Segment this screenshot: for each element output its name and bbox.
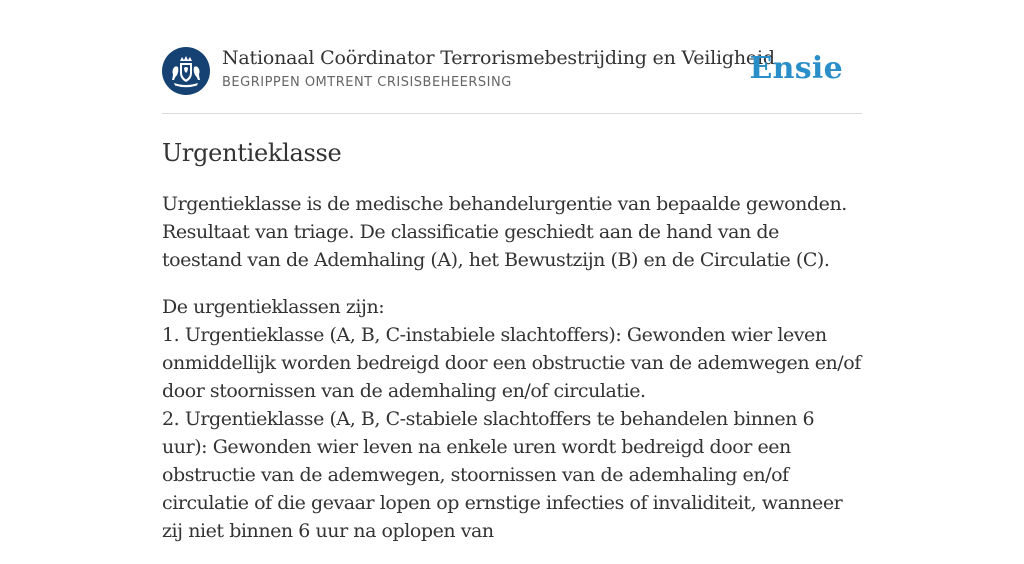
list-intro: De urgentieklassen zijn: [162,296,385,318]
list-item: 1. Urgentieklasse (A, B, C-instabiele slachtoffers): Gewonden wier leven onmiddellijk worden bedreigd door een obstructie van de ademwegen en/of door stoornissen van de ademhaling en/of circulatie. [162,324,861,402]
site-header [162,0,862,114]
page-title: Urgentieklasse [162,139,342,167]
page [162,0,862,542]
ensie-logo-link[interactable]: Ensie [749,51,843,86]
list-item: 2. Urgentieklasse (A, B, C-stabiele slachtoffers te behandelen binnen 6 uur): Gewonden wier leven na enkele uren wordt bedreigd door een obstructie van de ademwegen, stoornissen van de ademhaling en/of circulatie of die gevaar lopen op ernstige infecties of invaliditeit, wanneer zij niet binnen 6 uur na oplopen van [162,408,843,542]
site-subtitle: BEGRIPPEN OMTRENT CRISISBEHEERSING [222,75,512,90]
list-paragraph [162,293,862,545]
article-body [162,190,862,564]
organization-name: Nationaal Coördinator Terrorismebestrijding en Veiligheid [222,47,775,69]
royal-coat-of-arms-icon [162,47,210,95]
definition-paragraph: Urgentieklasse is de medische behandelurgentie van bepaalde gewonden. Resultaat van triage. De classificatie geschiedt aan de hand van de toestand van de Ademhaling (A), het Bewustzijn (B) en de Circulatie (C). [162,193,847,271]
